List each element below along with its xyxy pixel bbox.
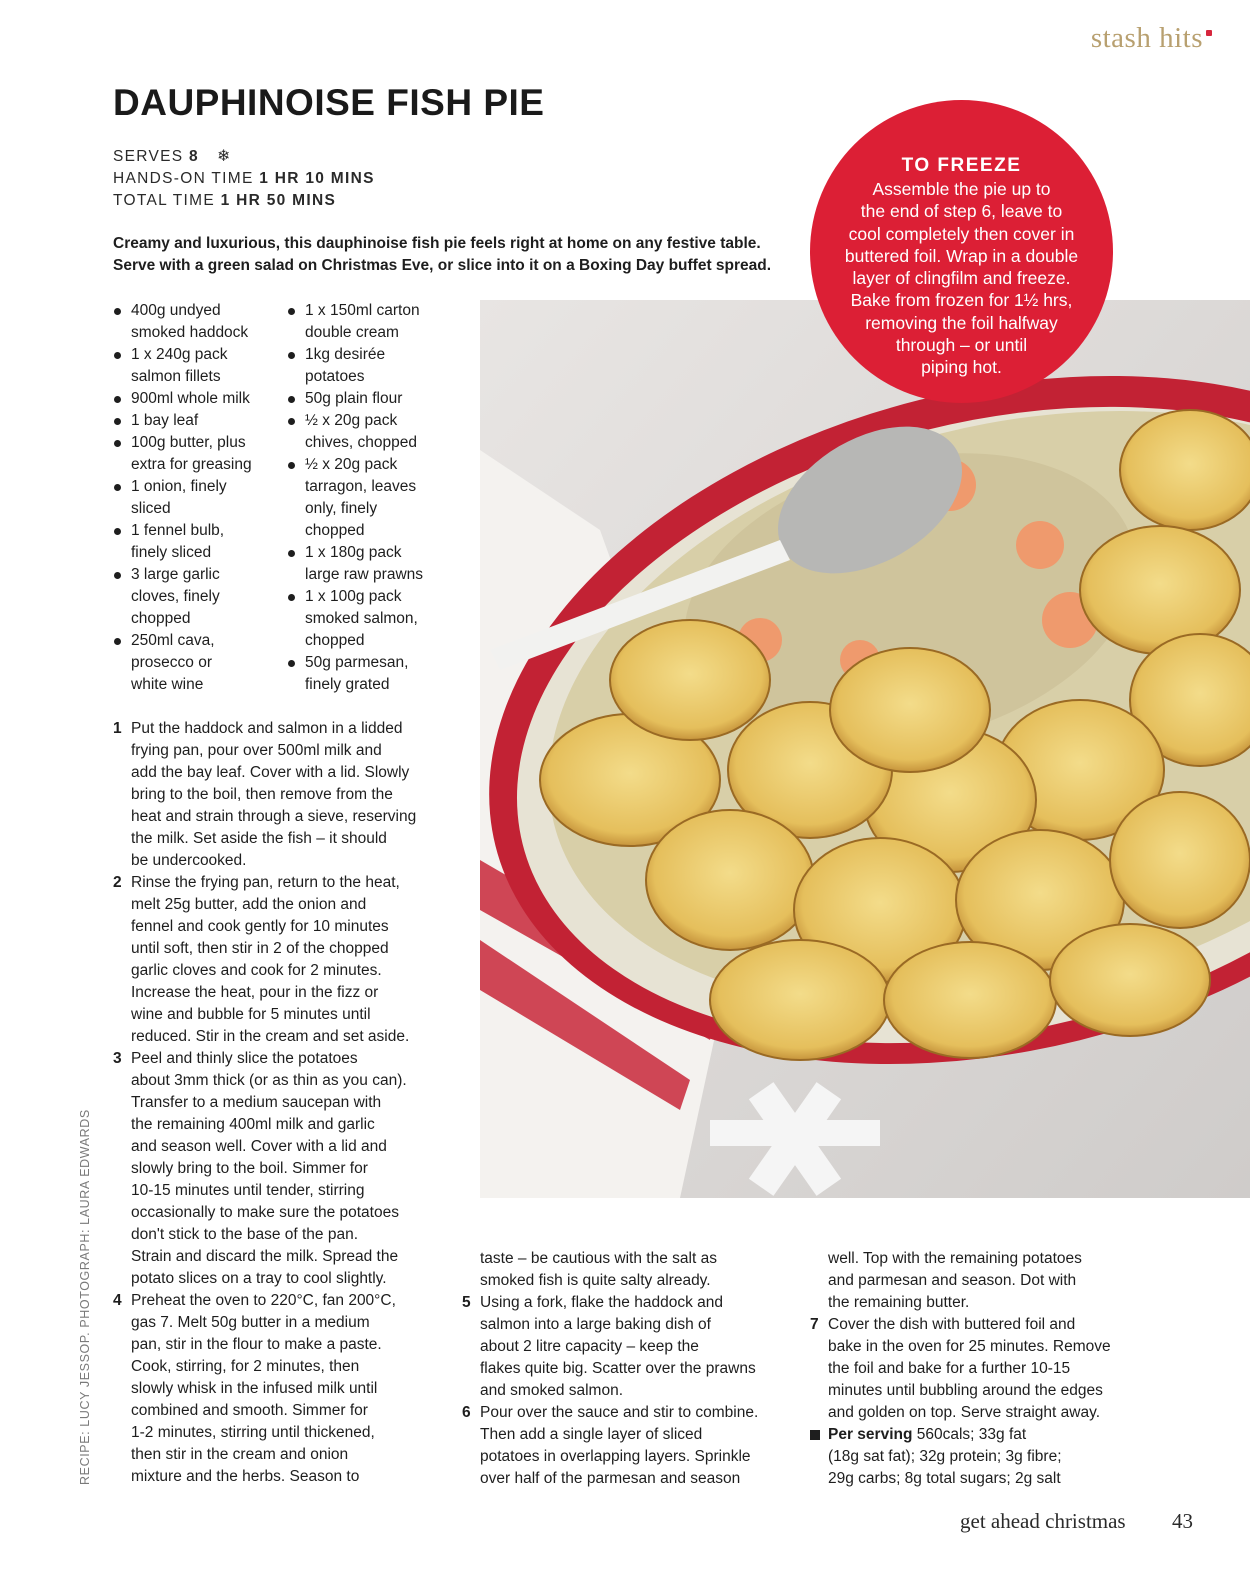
text-line: Then add a single layer of sliced <box>480 1426 703 1443</box>
nutrition-info <box>810 1424 1230 1490</box>
text-line: piping hot. <box>921 357 1002 378</box>
recipe-intro <box>113 233 813 277</box>
text-line: the remaining 400ml milk and garlic <box>131 1116 375 1133</box>
nutrition-line: 29g carbs; 8g total sugars; 2g salt <box>828 1470 1061 1487</box>
text-line: salmon fillets <box>131 368 221 385</box>
ingredients-list-left <box>113 300 283 696</box>
serves-label: SERVES <box>113 148 184 165</box>
text-line: and parmesan and season. Dot with <box>828 1272 1077 1289</box>
text-line: extra for greasing <box>131 456 252 473</box>
text-line: 100g butter, plus <box>131 434 246 451</box>
ingredient-item <box>113 432 283 476</box>
step-number: 2 <box>113 874 122 891</box>
per-serving-label: Per serving <box>828 1426 913 1443</box>
text-line: smoked haddock <box>131 324 249 341</box>
text-line: the end of step 6, leave to <box>860 201 1063 222</box>
text-line: Increase the heat, pour in the fizz or <box>131 984 379 1001</box>
ingredient-item <box>113 476 283 520</box>
to-freeze-heading: TO FREEZE <box>901 155 1022 176</box>
ingredient-item <box>287 586 467 652</box>
text-line: double cream <box>305 324 399 341</box>
fish-pie-photo <box>480 300 1250 1198</box>
step-number: 3 <box>113 1050 122 1067</box>
text-line: chopped <box>305 522 365 539</box>
method-column-3 <box>810 1248 1230 1490</box>
ingredient-item <box>287 344 467 388</box>
nutrition-line: (18g sat fat); 32g protein; 3g fibre; <box>828 1448 1062 1465</box>
step-number: 7 <box>810 1316 819 1333</box>
text-line: potato slices on a tray to cool slightly. <box>131 1270 387 1287</box>
text-line: Preheat the oven to 220°C, fan 200°C, <box>131 1292 396 1309</box>
text-line: and season well. Cover with a lid and <box>131 1138 387 1155</box>
text-line: reduced. Stir in the cream and set aside. <box>131 1028 410 1045</box>
text-line: fennel and cook gently for 10 minutes <box>131 918 389 935</box>
text-line: 3 large garlic <box>131 566 220 583</box>
to-freeze-text <box>810 178 1113 379</box>
ingredients-list-right <box>287 300 467 696</box>
text-line: 50g plain flour <box>305 390 403 407</box>
text-line: chives, chopped <box>305 434 418 451</box>
step-number: 6 <box>462 1404 471 1421</box>
step-number: 5 <box>462 1294 471 1311</box>
method-column-1 <box>113 718 473 1488</box>
text-line: chopped <box>305 632 365 649</box>
text-line: add the bay leaf. Cover with a lid. Slowly <box>131 764 410 781</box>
recipe-meta <box>113 146 375 212</box>
text-line: melt 25g butter, add the onion and <box>131 896 367 913</box>
method-step <box>462 1402 812 1490</box>
text-line: Strain and discard the milk. Spread the <box>131 1248 399 1265</box>
ingredient-item <box>287 652 467 696</box>
photo-credit: RECIPE: LUCY JESSOP. PHOTOGRAPH: LAURA EDWARDS <box>78 1109 92 1485</box>
ingredient-item <box>113 520 283 564</box>
square-bullet-icon <box>810 1430 820 1440</box>
text-line: frying pan, pour over 500ml milk and <box>131 742 382 759</box>
text-line: Cook, stirring, for 2 minutes, then <box>131 1358 360 1375</box>
text-line: don't stick to the base of the pan. <box>131 1226 358 1243</box>
text-line: smoked fish is quite salty already. <box>480 1272 711 1289</box>
text-line: slowly whisk in the infused milk until <box>131 1380 378 1397</box>
text-line: combined and smooth. Simmer for <box>131 1402 368 1419</box>
text-line: 400g undyed <box>131 302 221 319</box>
intro-line: Creamy and luxurious, this dauphinoise fish pie feels right at home on any festive table. <box>113 235 761 252</box>
text-line: over half of the parmesan and season <box>480 1470 741 1487</box>
total-time-label: TOTAL TIME <box>113 192 215 209</box>
text-line: prosecco or <box>131 654 212 671</box>
ingredient-item <box>287 454 467 542</box>
text-line: Pour over the sauce and stir to combine. <box>480 1404 759 1421</box>
text-line: ½ x 20g pack <box>305 456 398 473</box>
ingredient-item <box>287 542 467 586</box>
text-line: Bake from frozen for 1½ hrs, <box>850 290 1073 311</box>
text-line: only, finely <box>305 500 378 517</box>
text-line: 1 fennel bulb, <box>131 522 225 539</box>
text-line: minutes until bubbling around the edges <box>828 1382 1103 1399</box>
text-line: 900ml whole milk <box>131 390 250 407</box>
text-line: bake in the oven for 25 minutes. Remove <box>828 1338 1111 1355</box>
text-line: through – or until <box>895 335 1028 356</box>
text-line: wine and bubble for 5 minutes until <box>131 1006 371 1023</box>
serves-value: 8 <box>189 148 199 165</box>
text-line: salmon into a large baking dish of <box>480 1316 711 1333</box>
text-line: chopped <box>131 610 191 627</box>
footer-title: get ahead christmas <box>960 1509 1126 1533</box>
method-step <box>113 872 473 1048</box>
step-number: 4 <box>113 1292 122 1309</box>
text-line: Transfer to a medium saucepan with <box>131 1094 382 1111</box>
to-freeze-badge <box>810 100 1113 403</box>
hands-on-value: 1 HR 10 MINS <box>259 170 375 187</box>
text-line: potatoes in overlapping layers. Sprinkle <box>480 1448 751 1465</box>
method-step <box>113 718 473 872</box>
red-square-icon <box>1206 30 1212 36</box>
text-line: the foil and bake for a further 10-15 <box>828 1360 1071 1377</box>
text-line: 1 x 240g pack <box>131 346 228 363</box>
text-line: Peel and thinly slice the potatoes <box>131 1050 358 1067</box>
step-continuation <box>810 1248 1230 1314</box>
text-line: finely sliced <box>131 544 212 561</box>
hands-on-label: HANDS-ON TIME <box>113 170 254 187</box>
ingredient-item <box>113 388 283 410</box>
ingredient-item <box>287 300 467 344</box>
ingredient-item <box>287 388 467 410</box>
text-line: the milk. Set aside the fish – it should <box>131 830 387 847</box>
text-line: well. Top with the remaining potatoes <box>828 1250 1082 1267</box>
page-number: 43 <box>1172 1509 1193 1533</box>
text-line: heat and strain through a sieve, reserving <box>131 808 417 825</box>
ingredient-item <box>113 300 283 344</box>
ingredient-item <box>287 410 467 454</box>
recipe-title: DAUPHINOISE FISH PIE <box>113 82 545 123</box>
method-step <box>113 1290 473 1488</box>
text-line: occasionally to make sure the potatoes <box>131 1204 399 1221</box>
step-continuation <box>462 1248 812 1292</box>
text-line: about 3mm thick (or as thin as you can). <box>131 1072 407 1089</box>
ingredient-item <box>113 630 283 696</box>
step-number: 1 <box>113 720 122 737</box>
method-step <box>462 1292 812 1402</box>
method-step-7 <box>810 1314 1230 1424</box>
text-line: large raw prawns <box>305 566 424 583</box>
text-line: mixture and the herbs. Season to <box>131 1468 360 1485</box>
text-line: 1-2 minutes, stirring until thickened, <box>131 1424 375 1441</box>
method-column-2 <box>462 1248 812 1490</box>
text-line: finely grated <box>305 676 390 693</box>
text-line: potatoes <box>305 368 365 385</box>
text-line: 250ml cava, <box>131 632 215 649</box>
text-line: and golden on top. Serve straight away. <box>828 1404 1100 1421</box>
text-line: cloves, finely <box>131 588 220 605</box>
nutrition-line: 560cals; 33g fat <box>912 1426 1027 1443</box>
ingredient-item <box>113 564 283 630</box>
text-line: cool completely then cover in <box>848 223 1075 244</box>
text-line: about 2 litre capacity – keep the <box>480 1338 699 1355</box>
text-line: 1 x 100g pack <box>305 588 402 605</box>
text-line: 50g parmesan, <box>305 654 409 671</box>
method-step <box>113 1048 473 1290</box>
text-line: 1kg desirée <box>305 346 386 363</box>
text-line: layer of clingfilm and freeze. <box>852 268 1071 289</box>
intro-line: Serve with a green salad on Christmas Eve, or slice into it on a Boxing Day buffet spread. <box>113 257 772 274</box>
text-line: Cover the dish with buttered foil and <box>828 1316 1076 1333</box>
text-line: taste – be cautious with the salt as <box>480 1250 717 1267</box>
text-line: removing the foil halfway <box>865 312 1058 333</box>
text-line: 1 x 180g pack <box>305 544 402 561</box>
text-line: and smoked salmon. <box>480 1382 624 1399</box>
text-line: Assemble the pie up to <box>872 179 1051 199</box>
text-line: Rinse the frying pan, return to the heat, <box>131 874 400 891</box>
text-line: ½ x 20g pack <box>305 412 398 429</box>
snowflake-icon: ❄ <box>216 148 232 165</box>
text-line: gas 7. Melt 50g butter in a medium <box>131 1314 370 1331</box>
ingredient-item <box>113 410 283 432</box>
text-line: slowly bring to the boil. Simmer for <box>131 1160 368 1177</box>
section-tag: stash hits <box>1091 22 1212 55</box>
text-line: until soft, then stir in 2 of the chopped <box>131 940 389 957</box>
text-line: the remaining butter. <box>828 1294 970 1311</box>
text-line: 1 onion, finely <box>131 478 227 495</box>
text-line: Put the haddock and salmon in a lidded <box>131 720 403 737</box>
text-line: Using a fork, flake the haddock and <box>480 1294 723 1311</box>
text-line: sliced <box>131 500 171 517</box>
text-line: smoked salmon, <box>305 610 418 627</box>
text-line: be undercooked. <box>131 852 247 869</box>
ingredient-item <box>113 344 283 388</box>
text-line: 10-15 minutes until tender, stirring <box>131 1182 365 1199</box>
method-steps-5-6 <box>462 1292 812 1490</box>
text-line: bring to the boil, then remove from the <box>131 786 393 803</box>
method-step <box>810 1314 1230 1424</box>
text-line: white wine <box>131 676 204 693</box>
text-line: buttered foil. Wrap in a double <box>844 245 1079 266</box>
text-line: 1 bay leaf <box>131 412 199 429</box>
text-line: garlic cloves and cook for 2 minutes. <box>131 962 382 979</box>
total-time-value: 1 HR 50 MINS <box>220 192 337 209</box>
text-line: then stir in the cream and onion <box>131 1446 349 1463</box>
fish-pie-illustration <box>480 300 1250 1198</box>
text-line: 1 x 150ml carton <box>305 302 420 319</box>
text-line: tarragon, leaves <box>305 478 417 495</box>
text-line: flakes quite big. Scatter over the prawns <box>480 1360 756 1377</box>
text-line: pan, stir in the flour to make a paste. <box>131 1336 382 1353</box>
